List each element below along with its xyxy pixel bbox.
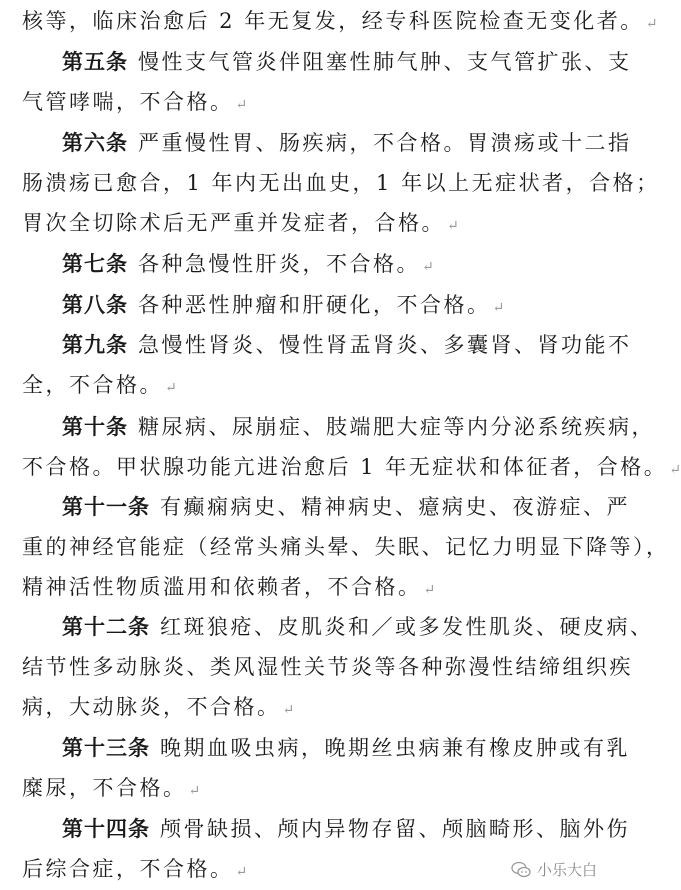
article-label: 第十二条 <box>62 615 150 639</box>
article-first-line <box>62 327 632 363</box>
paragraph-mark-icon: ↵ <box>645 16 658 32</box>
line-text: 不合格。甲状腺功能亢进治愈后 1 年无症状和体征者，合格。 <box>22 455 668 479</box>
line-text: 糖尿病、尿崩症、肢端肥大症等内分泌系统疾病， <box>138 415 655 439</box>
text-line <box>22 205 592 241</box>
line-text: 结节性多动脉炎、类风湿性关节炎等各种弥漫性结缔组织疾 <box>22 655 633 679</box>
paragraph-mark-icon: ↵ <box>282 702 295 718</box>
watermark-text: 小乐大白 <box>536 861 597 879</box>
line-text: 全，不合格。 <box>22 373 163 397</box>
article-first-line <box>62 44 632 80</box>
line-text: 核等，临床治愈后 2 年无复发，经专科医院检查无变化者。 <box>22 9 644 33</box>
paragraph-mark-icon: ↵ <box>235 864 248 880</box>
line-text: 肠溃疡已愈合，1 年内无出血史，1 年以上无症状者，合格； <box>22 171 660 195</box>
article-label: 第八条 <box>62 293 128 317</box>
text-line <box>22 770 592 806</box>
article-first-line <box>62 811 630 847</box>
line-text: 红斑狼疮、皮肌炎和／或多发性肌炎、硬皮病、 <box>160 615 654 639</box>
line-text: 重的神经官能症（经常头痛头晕、失眠、记忆力明显下降等）， <box>22 535 670 559</box>
paragraph-mark-icon: ↵ <box>423 582 436 598</box>
line-text: 后综合症，不合格。 <box>22 857 234 881</box>
line-text: 糜尿，不合格。 <box>22 776 187 800</box>
text-line <box>22 84 592 120</box>
line-text: 各种恶性肿瘤和肝硬化，不合格。 <box>138 293 491 317</box>
article-first-line <box>62 609 654 645</box>
line-text: 严重慢性胃、肠疾病，不合格。胃溃疡或十二指 <box>138 131 632 155</box>
paragraph-mark-icon: ↵ <box>235 97 248 113</box>
chat-bubble-icon <box>511 861 531 879</box>
article-label: 第六条 <box>62 131 128 155</box>
paragraph-mark-icon: ↵ <box>422 259 434 275</box>
paragraph-mark-icon: ↵ <box>669 462 681 478</box>
text-line <box>22 165 660 201</box>
line-text: 有癫痫病史、精神病史、癔病史、夜游症、严 <box>160 495 630 519</box>
line-text: 晚期血吸虫病，晚期丝虫病兼有橡皮肿或有乳 <box>160 736 630 760</box>
article-first-line <box>62 489 630 525</box>
article-label: 第七条 <box>62 252 128 276</box>
article-label: 第五条 <box>62 50 128 74</box>
line-text: 急慢性肾炎、慢性肾盂肾炎、多囊肾、肾功能不 <box>138 333 632 357</box>
line-text: 气管哮喘，不合格。 <box>22 90 234 114</box>
paragraph-mark-icon: ↵ <box>447 218 459 234</box>
article-label: 第十三条 <box>62 736 150 760</box>
text-line <box>22 449 681 485</box>
article-first-line <box>62 246 592 282</box>
text-line <box>22 689 592 725</box>
paragraph-mark-icon: ↵ <box>188 783 201 799</box>
article-first-line <box>62 287 592 323</box>
text-line <box>22 529 670 565</box>
line-text: 精神活性物质滥用和依赖者，不合格。 <box>22 575 422 599</box>
text-line <box>22 569 592 605</box>
line-text: 胃次全切除术后无严重并发症者，合格。 <box>22 211 445 235</box>
article-first-line <box>62 409 655 445</box>
text-line <box>22 367 592 403</box>
text-line <box>22 851 592 887</box>
line-text: 各种急慢性肝炎，不合格。 <box>138 252 420 276</box>
paragraph-mark-icon: ↵ <box>165 380 177 396</box>
text-line <box>22 3 658 39</box>
article-label: 第十四条 <box>62 817 150 841</box>
line-text: 颅骨缺损、颅内异物存留、颅脑畸形、脑外伤 <box>160 817 630 841</box>
line-text: 慢性支气管炎伴阻塞性肺气肿、支气管扩张、支 <box>138 50 632 74</box>
article-first-line <box>62 730 630 766</box>
text-line <box>22 649 633 685</box>
article-label: 第十条 <box>62 415 128 439</box>
article-label: 第九条 <box>62 333 128 357</box>
watermark <box>511 859 597 880</box>
paragraph-mark-icon: ↵ <box>492 300 505 316</box>
line-text: 病，大动脉炎，不合格。 <box>22 695 281 719</box>
article-label: 第十一条 <box>62 495 150 519</box>
article-first-line <box>62 125 632 161</box>
